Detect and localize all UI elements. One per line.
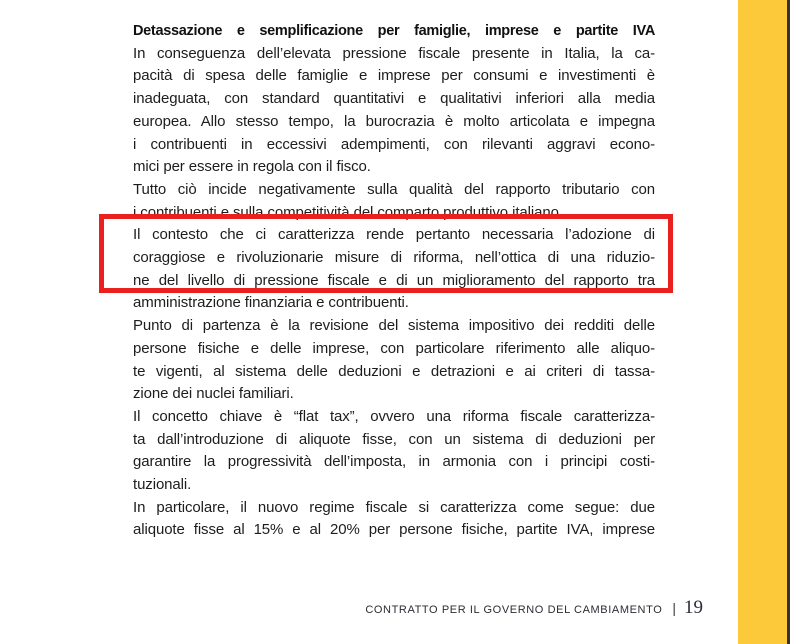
text-line: europea. Allo stesso tempo, la burocrazia è molto articolata e impegna: [133, 112, 655, 130]
text-line: In conseguenza dell’elevata pressione fiscale presente in Italia, la ca-: [133, 44, 655, 62]
page-footer: [365, 597, 703, 619]
text-line: Il concetto chiave è “flat tax”, ovvero una riforma fiscale caratterizza-: [133, 407, 655, 425]
page-edge-accent-stripe: [738, 0, 787, 644]
text-line: inadeguata, con standard quantitativi e qualitativi inferiori alla media: [133, 90, 655, 108]
text-line: zione dei nuclei familiari.: [133, 385, 294, 403]
text-line: garantire la progressività dell’imposta, in armonia con i principi costi-: [133, 453, 655, 471]
text-line: ne del livello di pressione fiscale e di un miglioramento del rapporto tra: [133, 271, 655, 289]
text-line: mici per essere in regola con il fisco.: [133, 158, 371, 176]
footer-separator: |: [672, 600, 676, 616]
page-number: 19: [684, 597, 703, 618]
text-line: i contribuenti e sulla competitività del comparto produttivo italiano.: [133, 203, 563, 221]
text-line: te vigenti, al sistema delle deduzioni e detrazioni e ai criteri di tassa-: [133, 362, 655, 380]
text-line: Punto di partenza è la revisione del sistema impositivo dei redditi delle: [133, 317, 655, 335]
highlight-annotation-box: [99, 214, 673, 293]
text-line: pacità di spesa delle famiglie e imprese per consumi e investimenti è: [133, 67, 655, 85]
text-line: coraggiose e rivoluzionarie misure di riforma, nell’ottica di una riduzio-: [133, 249, 655, 267]
text-line: aliquote fisse al 15% e al 20% per persone fisiche, partite IVA, imprese: [133, 521, 655, 539]
text-line: i contribuenti in eccessivi adempimenti, con rilevanti aggravi econo-: [133, 135, 655, 153]
section-heading: Detassazione e semplificazione per famiglie, imprese e partite IVA: [133, 23, 655, 39]
text-line: tuzionali.: [133, 476, 192, 494]
footer-running-title: CONTRATTO PER IL GOVERNO DEL CAMBIAMENTO: [365, 604, 663, 616]
text-line: amministrazione finanziaria e contribuenti.: [133, 294, 409, 312]
text-line: ta dall’introduzione di aliquote fisse, con un sistema di deduzioni per: [133, 430, 655, 448]
text-line: Il contesto che ci caratterizza rende pertanto necessaria l’adozione di: [133, 226, 655, 244]
text-line: persone fisiche e delle imprese, con particolare riferimento alle aliquo-: [133, 339, 655, 357]
text-line: Tutto ciò incide negativamente sulla qualità del rapporto tributario con: [133, 180, 655, 198]
text-line: In particolare, il nuovo regime fiscale si caratterizza come segue: due: [133, 498, 655, 516]
